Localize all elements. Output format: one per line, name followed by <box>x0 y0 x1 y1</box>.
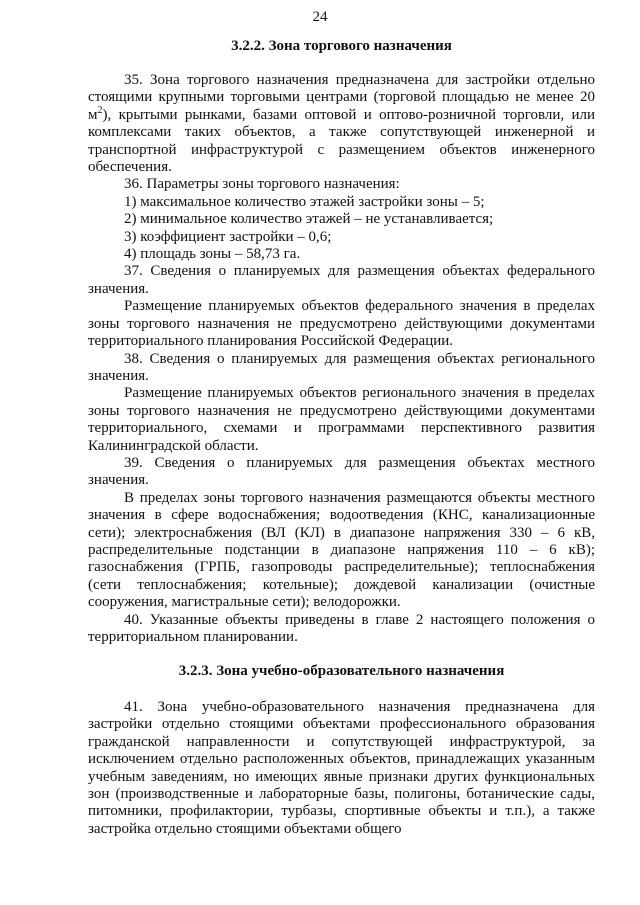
param-build-coefficient: 3) коэффициент застройки – 0,6; <box>124 228 332 245</box>
paragraph-36: 36. Параметры зоны торгового назначения: <box>124 176 400 193</box>
section-322-body <box>88 72 595 646</box>
section-322-heading-block <box>88 36 595 56</box>
superscript-2: 2 <box>97 104 103 116</box>
paragraph-41: 41. Зона учебно-образовательного назначения предназначена для застройки отдельно стоящими объектами профессионального образования гражданской направленности и сопутствующей инфраструктурой, за исключением отдельно расположенных объектов, принадлежащих указанным учебным заведениям, но имеющих явные признаки других функциональных зон (производственные и лабораторные базы, полигоны, ботанические сады, питомники, профилактории, турбазы, спортивные объекты и т.п.), а также застройка отдельно стоящими объектами общего <box>88 699 595 837</box>
paragraph-35-tail: ), крытыми рынками, базами оптовой и оптово-розничной торговли, или комплексами таких объектов, а также сопутствующей инженерной и транспортной инфраструктурой с размещением объектов инженерного обеспечения. <box>88 106 595 176</box>
param-zone-area: 4) площадь зоны – 58,73 га. <box>124 246 301 263</box>
paragraph-local: В пределах зоны торгового назначения размещаются объекты местного значения в сфере водоснабжения; водоотведения (КНС, канализационные сети); электроснабжения (ВЛ (КЛ) в диапазоне напряжения 330 – 6 кВ, распределительные подстанции в диапазоне напряжения 110 – 6 кВ); газоснабжения (ГРПБ, газопроводы распределительные); теплоснабжения (сети теплоснабжения; котельные); дождевой канализации (очистные сооружения, магистральные сети); велодорожки. <box>88 489 595 611</box>
paragraph-39: 39. Сведения о планируемых для размещения объектах местного значения. <box>88 454 595 489</box>
paragraph-35-text: 35. Зона торгового назначения предназначена для застройки отдельно стоящими крупными торговыми центрами (торговой площадью не менее 20 м <box>88 72 595 123</box>
section-323-heading-block <box>88 661 595 681</box>
paragraph-regional: Размещение планируемых объектов регионального значения в пределах зоны торгового назначения не предусмотрено действующими документами территориального, схемами и программами перспективного развития Калининградской области. <box>88 385 595 454</box>
page-number: 24 <box>312 9 328 25</box>
paragraph-federal: Размещение планируемых объектов федерального значения в пределах зоны торгового назначения не предусмотрено действующими документами территориального планирования Российской Федерации. <box>88 298 595 350</box>
section-322-title: 3.2.2. Зона торгового назначения <box>231 38 452 54</box>
paragraph-37: 37. Сведения о планируемых для размещения объектах федерального значения. <box>88 263 595 297</box>
section-323-title: 3.2.3. Зона учебно-образовательного назначения <box>178 663 505 679</box>
paragraph-35 <box>88 72 595 176</box>
param-min-floors: 2) минимальное количество этажей – не устанавливается; <box>124 211 494 228</box>
param-max-floors: 1) максимальное количество этажей застройки зоны – 5; <box>124 193 485 210</box>
section-323-body <box>88 699 595 838</box>
paragraph-38: 38. Сведения о планируемых для размещения объектах регионального значения. <box>88 350 595 384</box>
paragraph-40: 40. Указанные объекты приведены в главе 2 настоящего положения о территориальном планировании. <box>88 611 595 645</box>
